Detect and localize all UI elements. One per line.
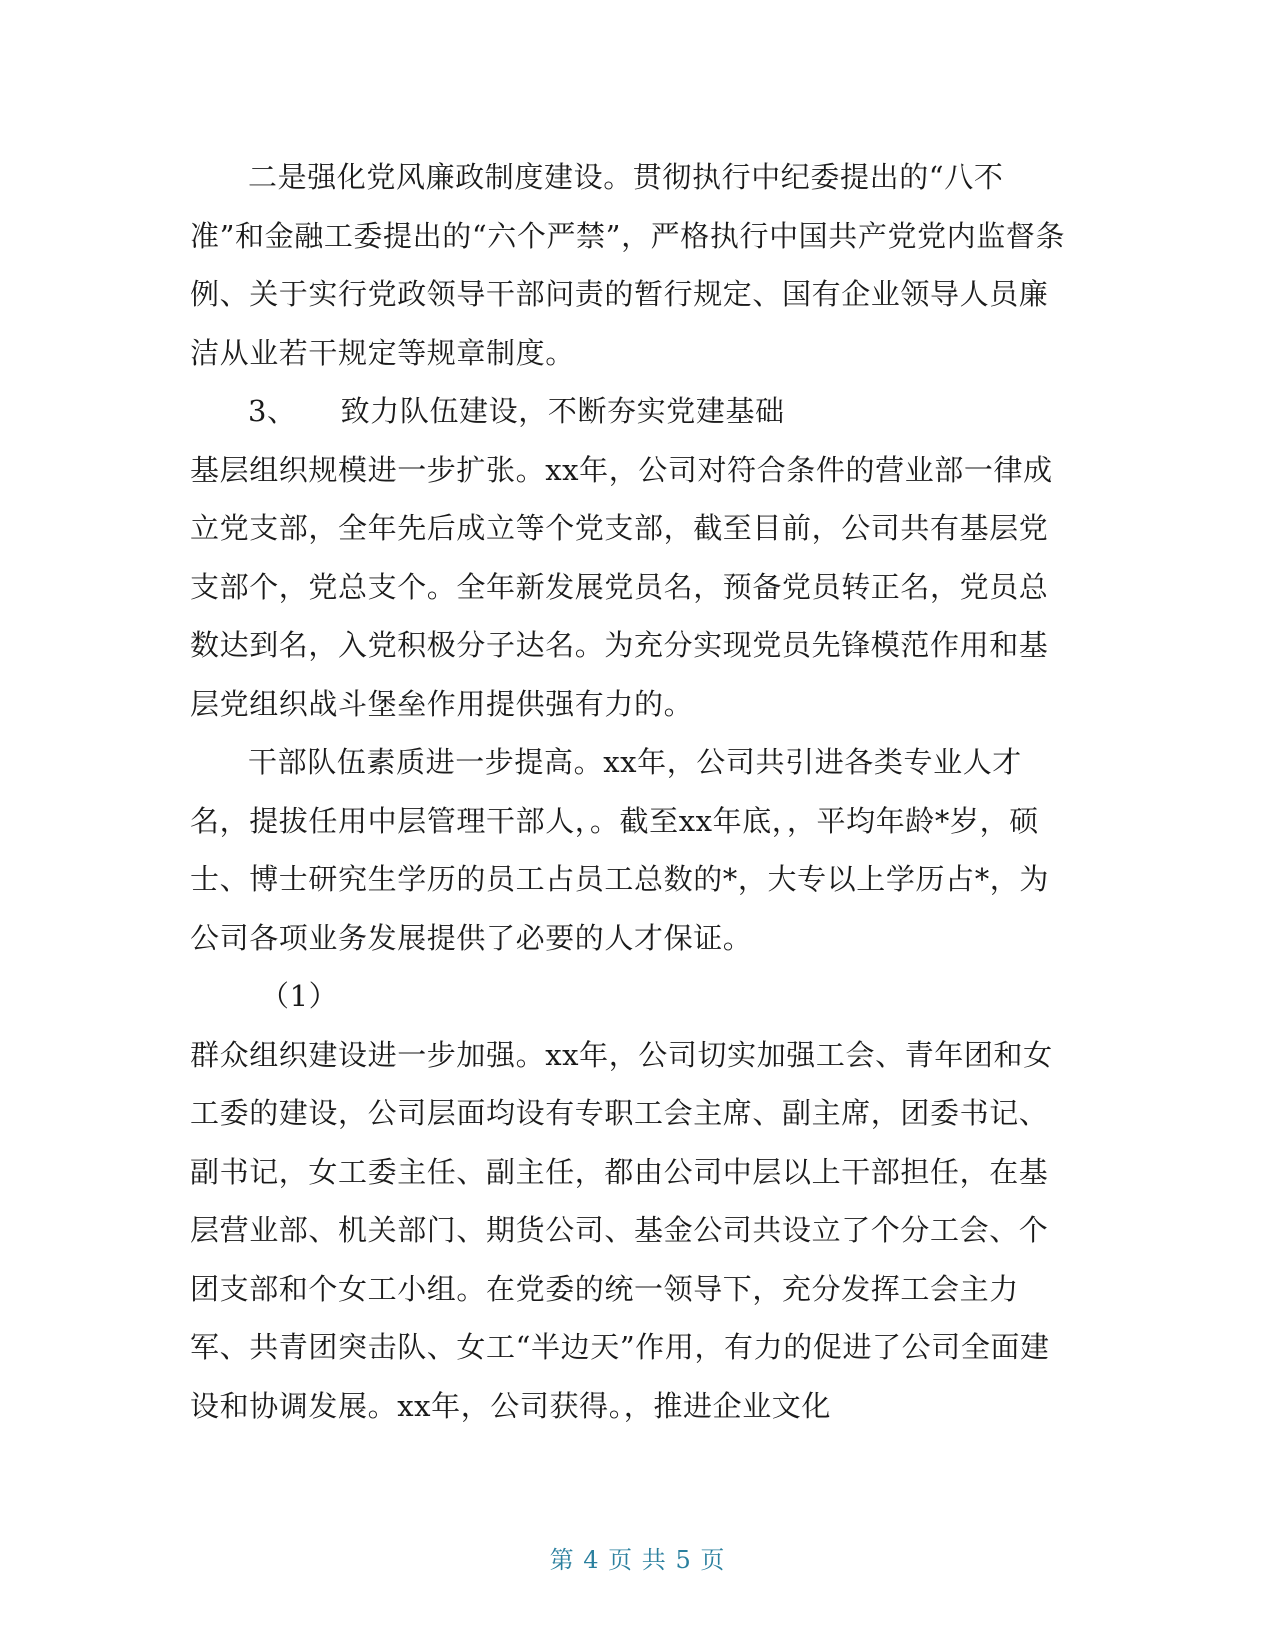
- page-footer: 第 4 页 共 5 页: [549, 1546, 726, 1574]
- document-body: [190, 148, 1070, 1435]
- section-heading: [190, 382, 1070, 441]
- paragraph-mass-organization: 群众组织建设进一步加强。xx年，公司切实加强工会、青年团和女工委的建设，公司层面均设有专职工会主席、副主席，团委书记、副书记，女工委主任、副主任，都由公司中层以上干部担任，在基层营业部、机关部门、期货公司、基金公司共设立了个分工会、个团支部和个女工小组。在党委的统一领导下，充分发挥工会主力军、共青团突击队、女工“半边天”作用，有力的促进了公司全面建设和协调发展。xx年，公司获得。，推进企业文化: [190, 1037, 1053, 1423]
- paragraph-organization-scale: 基层组织规模进一步扩张。xx年，公司对符合条件的营业部一律成立党支部，全年先后成立等个党支部，截至目前，公司共有基层党支部个，党总支个。全年新发展党员名，预备党员转正名，党员总数达到名，入党积极分子达名。为充分实现党员先锋模范作用和基层党组织战斗堡垒作用提供强有力的。: [190, 452, 1053, 721]
- paragraph-discipline: 二是强化党风廉政制度建设。贯彻执行中纪委提出的“八不准”和金融工委提出的“六个严禁”，严格执行中国共产党党内监督条例、关于实行党政领导干部问责的暂行规定、国有企业领导人员廉洁从业若干规定等规章制度。: [190, 160, 1066, 370]
- section-heading-text: 致力队伍建设，不断夯实党建基础: [340, 394, 785, 428]
- paragraph-cadre-quality: 干部队伍素质进一步提高。xx年，公司共引进各类专业人才名，提拔任用中层管理干部人，。截至xx年底，，平均年龄*岁，硕士、博士研究生学历的员工占员工总数的*，大专以上学历占*，为公司各项业务发展提供了必要的人才保证。: [190, 745, 1050, 955]
- sub-label: （1）: [260, 979, 339, 1013]
- section-heading-number: 3、: [248, 394, 297, 428]
